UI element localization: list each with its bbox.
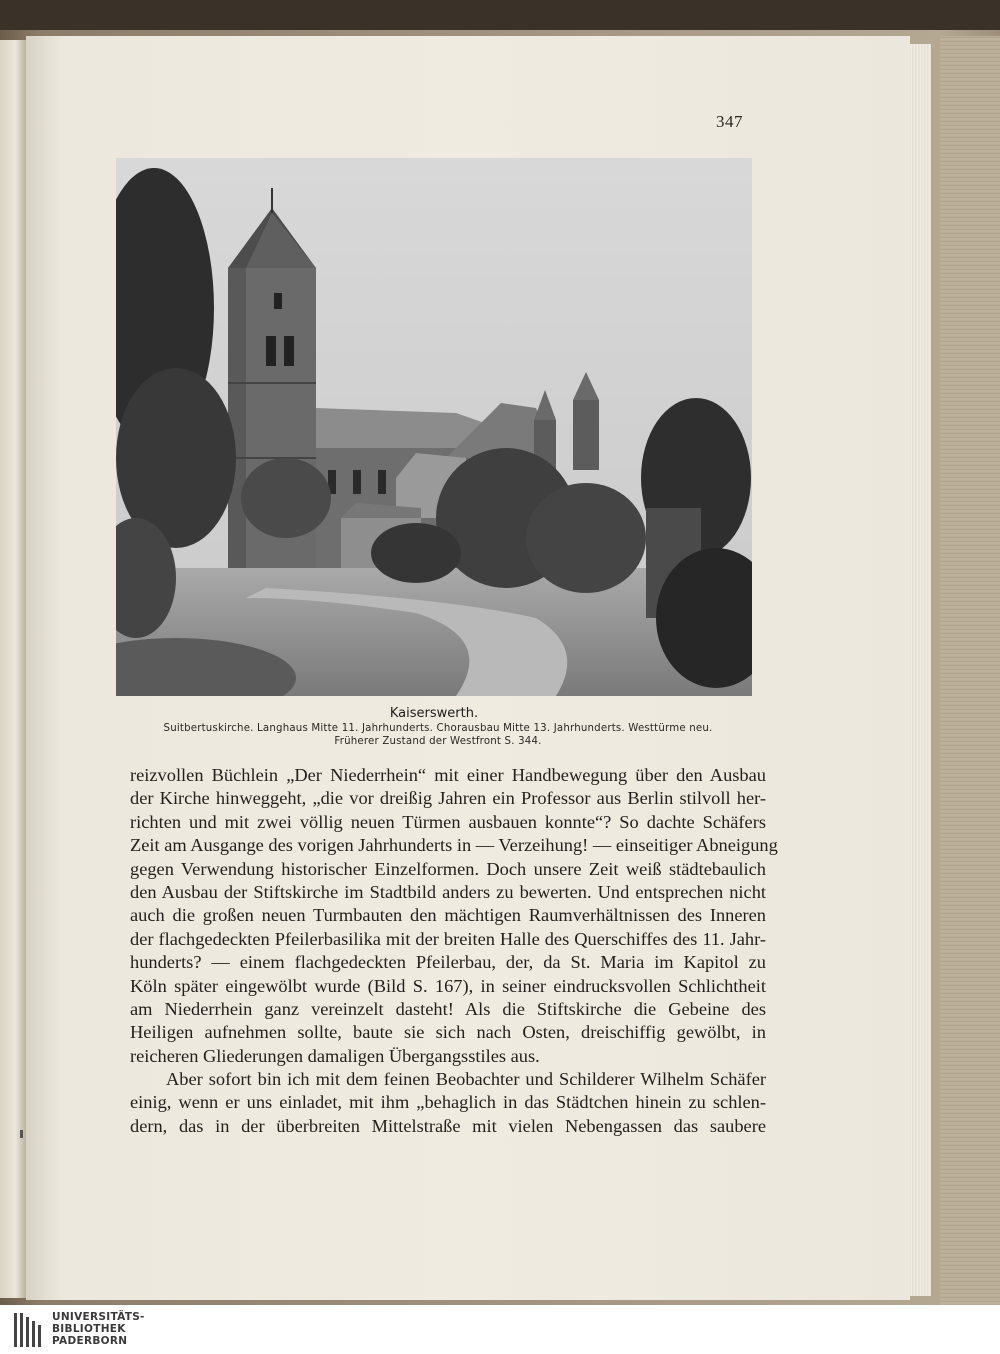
page-number: 347: [716, 112, 743, 131]
text-line: hunderts? — einem flachgedeckten Pfeilerbau, der, da St. Maria im Kapitol zu: [130, 952, 766, 973]
library-footer: [0, 1305, 1000, 1354]
figure-caption-line-1: Suitbertuskirche. Langhaus Mitte 11. Jahrhunderts. Chorausbau Mitte 13. Jahrhunderts. Westtürme neu.: [163, 723, 713, 734]
text-line: Köln später eingewölbt wurde (Bild S. 167), in seiner eindrucksvollen Schlichtheit: [130, 975, 766, 996]
church-photograph: [116, 158, 752, 696]
text-line: auch die großen neuen Turmbauten den mächtigen Raumverhältnissen des Inneren: [130, 905, 766, 926]
left-page-edge: [0, 40, 27, 1298]
text-line: dern, das in der überbreiten Mittelstraße mit vielen Nebengassen das saubere: [130, 1115, 766, 1136]
library-logo-icon: [14, 1313, 46, 1347]
text-line: Heiligen aufnehmen sollte, baute sie sich nach Osten, dreischiffig gewölbt, in: [130, 1022, 766, 1043]
text-line: der flachgedeckten Pfeilerbasilika mit der breiten Halle des Querschiffes des 11. Jahr-: [130, 928, 766, 949]
text-line: den Ausbau der Stiftskirche im Stadtbild anders zu bewerten. Und entsprechen nicht: [130, 881, 766, 902]
text-line: reicheren Gliederungen damaligen Übergangsstiles aus.: [130, 1045, 540, 1066]
text-line: gegen Verwendung historischer Einzelformen. Doch unsere Zeit weiß städtebaulich: [130, 858, 766, 879]
church-photograph-image: [116, 158, 752, 696]
text-line: richten und mit zwei völlig neuen Türmen ausbauen konnte“? So dachte Schäfers: [130, 811, 766, 832]
logo-line-2: BIBLIOTHEK: [52, 1323, 126, 1335]
logo-line-1: UNIVERSITÄTS-: [52, 1311, 145, 1323]
text-line: Zeit am Ausgange des vorigen Jahrhunderts in — Verzeihung! — einseitiger Abneigung: [130, 835, 778, 856]
logo-line-3: PADERBORN: [52, 1335, 128, 1347]
left-page-mark: [20, 1130, 23, 1138]
text-line: reizvollen Büchlein „Der Niederrhein“ mit einer Handbewegung über den Ausbau: [130, 765, 766, 785]
text-line: Aber sofort bin ich mit dem feinen Beobachter und Schilderer Wilhelm Schäfer: [166, 1069, 766, 1090]
figure-caption-line-2: Früherer Zustand der Westfront S. 344.: [334, 736, 542, 747]
body-text: [130, 764, 778, 1138]
text-line: der Kirche hinweggeht, „die vor dreißig Jahren ein Professor aus Berlin stilvoll her-: [130, 788, 766, 809]
book-cover-edge: [940, 36, 1000, 1305]
library-logo-text: [52, 1311, 145, 1347]
figure-title: Kaiserswerth.: [389, 706, 479, 721]
text-line: einig, wenn er uns einladet, mit ihm „behaglich in das Städtchen hinein zu schlen-: [130, 1092, 766, 1113]
text-line: am Niederrhein ganz vereinzelt dasteht! Als die Stiftskirche die Gebeine des: [130, 998, 766, 1019]
